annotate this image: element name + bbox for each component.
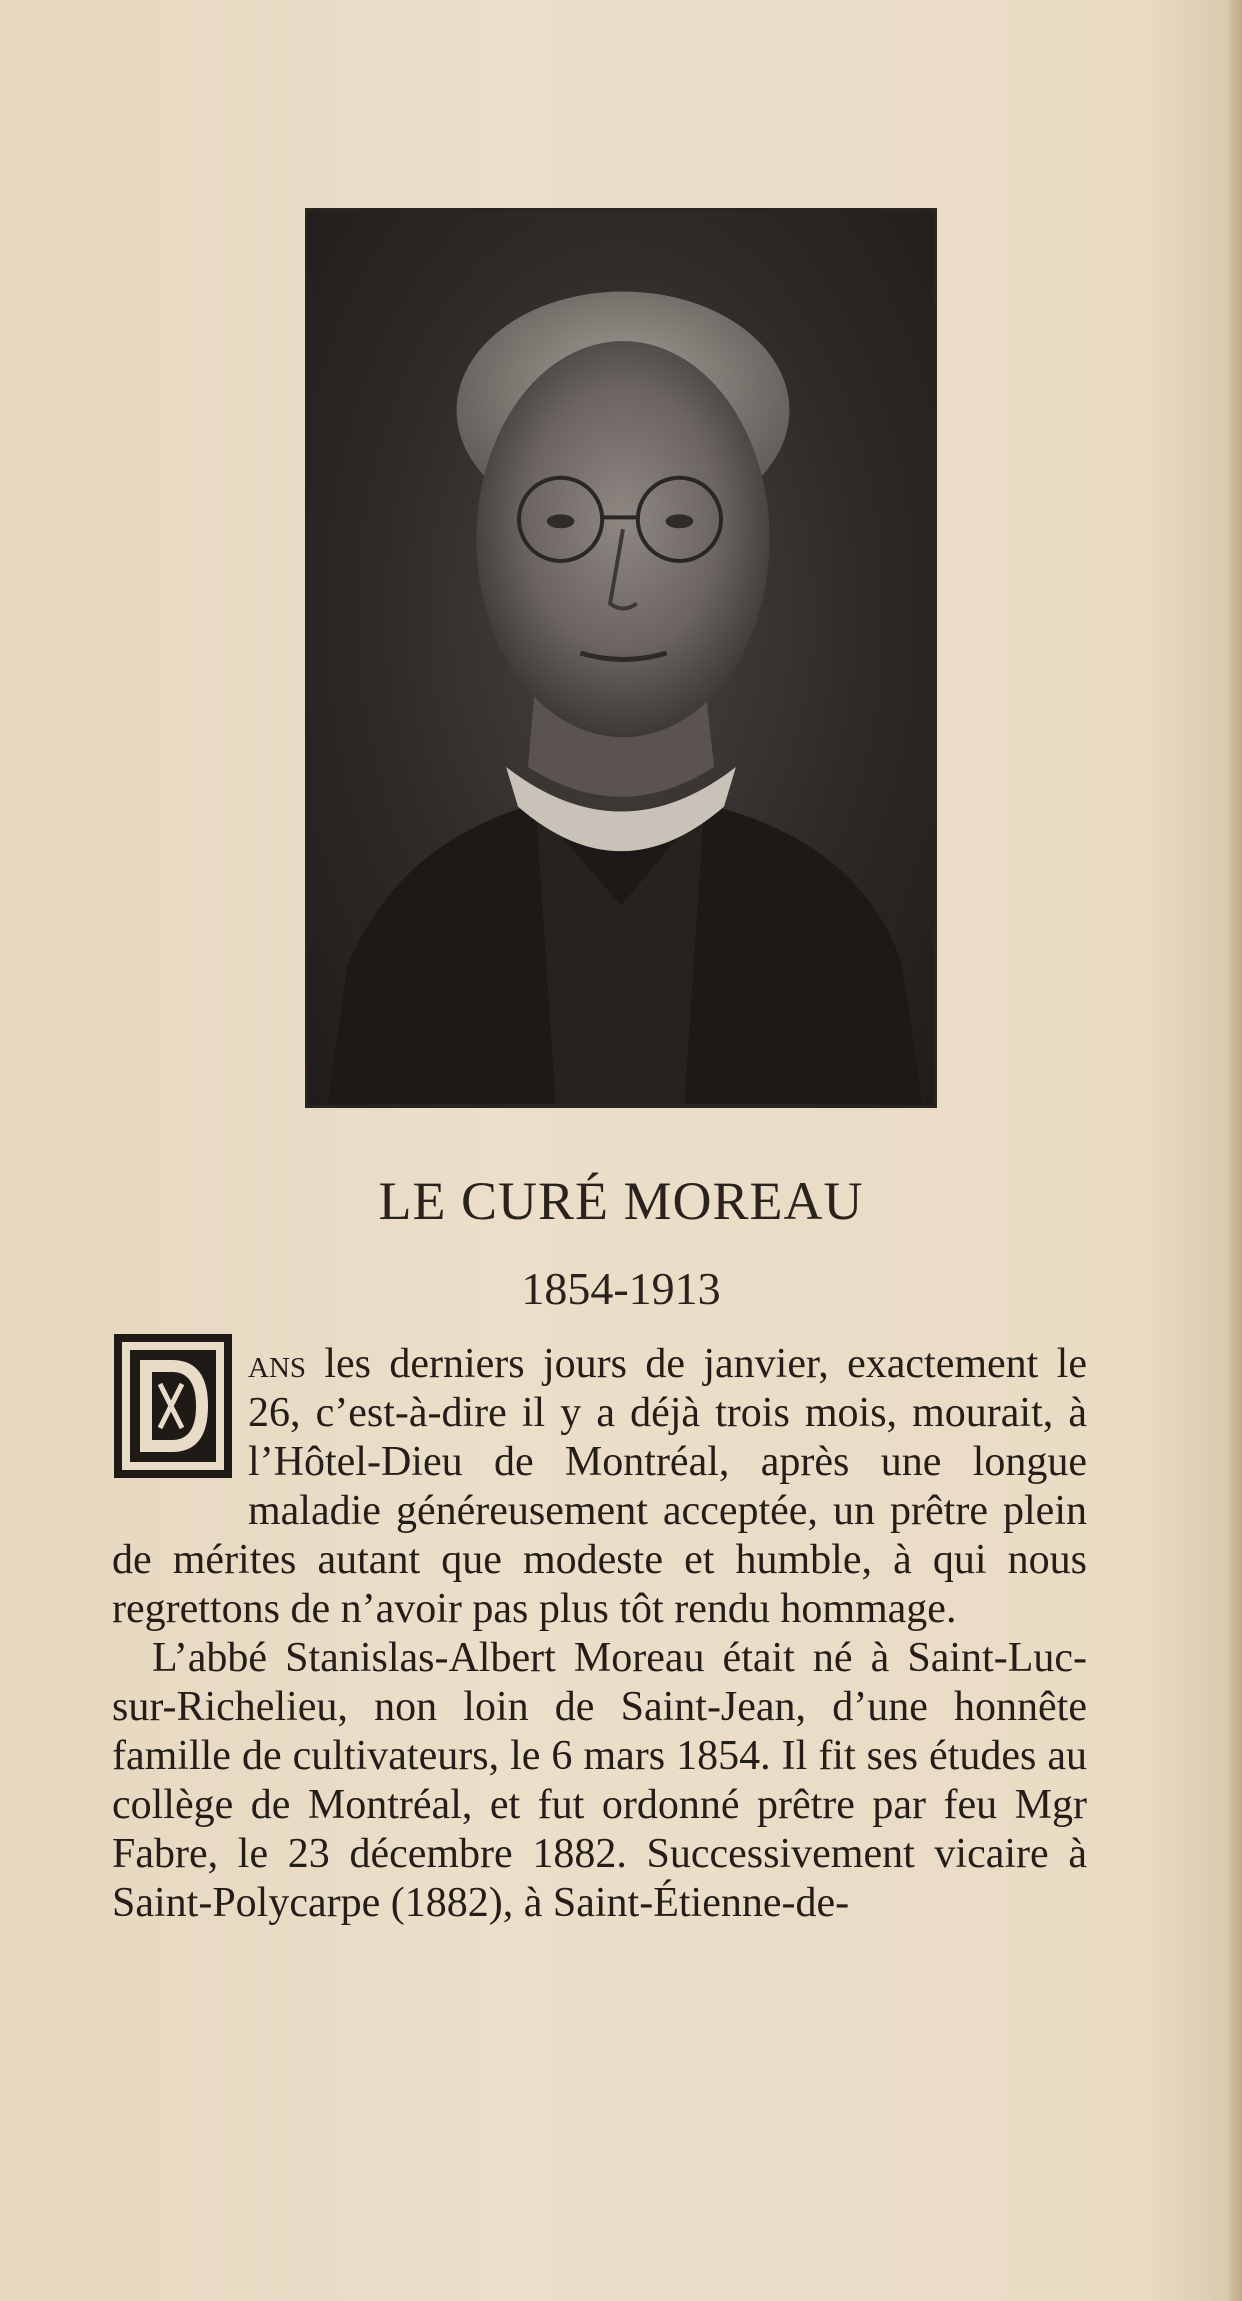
- paragraph-2-text: L’abbé Stanislas-Albert Moreau était né à Saint-Luc-sur-Richelieu, non loin de Saint-Jean, d’une honnête famille de cultivateurs, le 6 mars 1854. Il fit ses études au collège de Montréal, et fut ordonné prêtre par feu Mgr Fabre, le 23 décembre 1882. Successivement vicaire à Saint-Polycarpe (1882), à Saint-Étienne-de-: [112, 1635, 1087, 1926]
- portrait-photo: [305, 208, 937, 1108]
- paragraph-1-text: les derniers jours de janvier, exactement le 26, c’est-à-dire il y a déjà trois mois, mourait, à l’Hôtel-Dieu de Montréal, après une longue maladie généreusement acceptée, un prêtre plein de mérites autant que modeste et humble, à qui nous regrettons de n’avoir pas plus tôt rendu hommage.: [112, 1341, 1087, 1632]
- book-spine-edge: [1228, 0, 1242, 2301]
- paragraph-2: [112, 1634, 1087, 1928]
- ornamental-dropcap-d: [112, 1332, 234, 1480]
- paragraph-1: [112, 1340, 1087, 1634]
- life-years: 1854-1913: [521, 1263, 721, 1314]
- article-body: [112, 1340, 1087, 1928]
- article-title: LE CURÉ MOREAU: [378, 1171, 864, 1231]
- lead-word: ans: [248, 1341, 307, 1387]
- portrait-illustration: [308, 211, 934, 1105]
